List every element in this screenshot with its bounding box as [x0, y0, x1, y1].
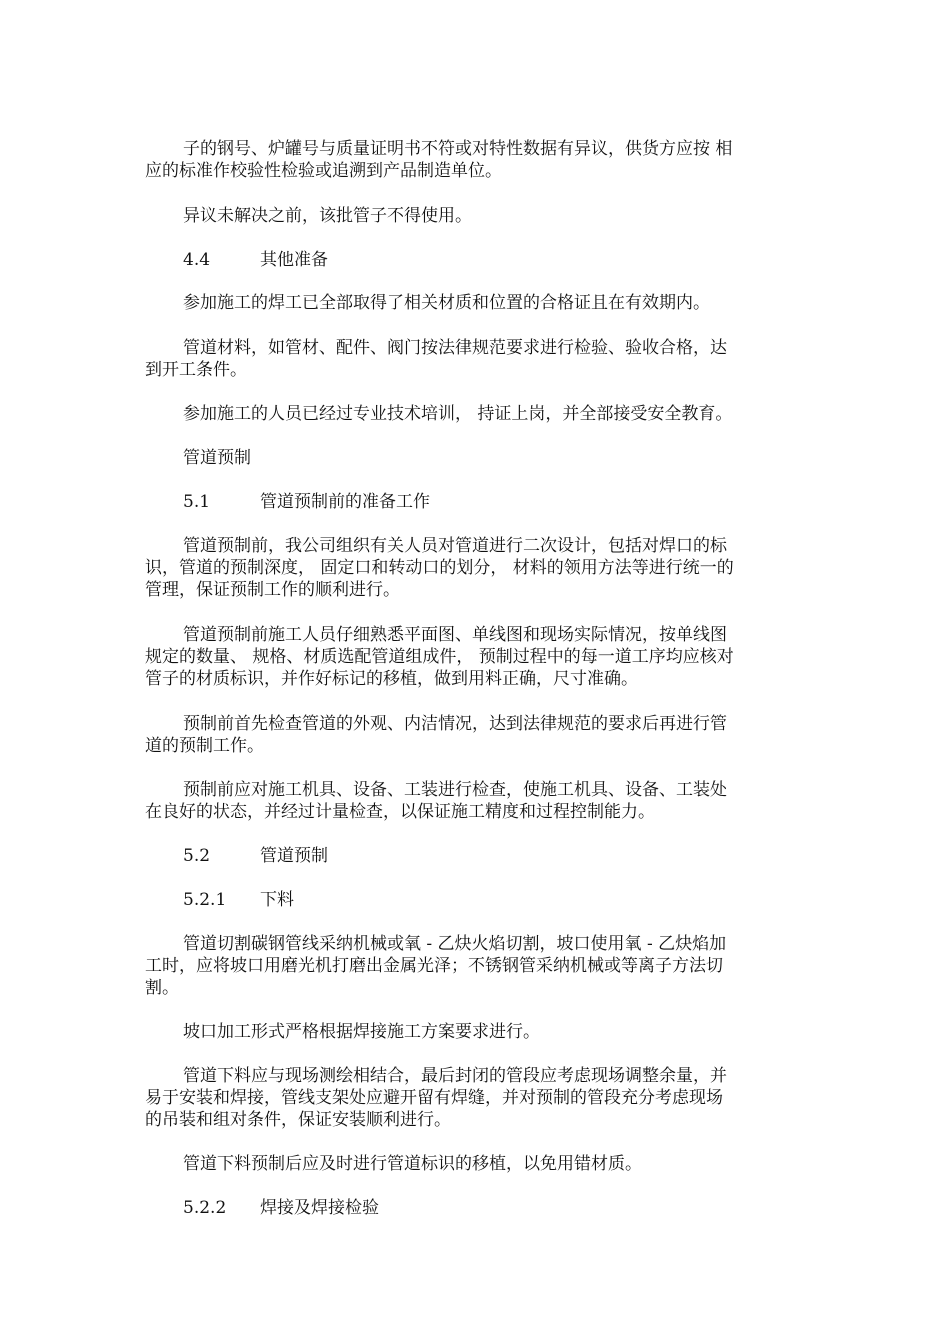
paragraph — [145, 292, 805, 314]
paragraph-line: 预制前应对施工机具、设备、工装进行检查，使施工机具、设备、工装处 — [183, 780, 727, 800]
section-number: 4.4 — [183, 250, 211, 270]
paragraph-line: 在良好的状态，并经过计量检查，以保证施工精度和过程控制能力。 — [145, 802, 655, 822]
paragraph — [145, 138, 805, 182]
paragraph-line: 道的预制工作。 — [145, 736, 264, 756]
section-title: 管道预制前的准备工作 — [260, 492, 430, 512]
paragraph — [145, 447, 805, 469]
paragraph-line: 管道预制前施工人员仔细熟悉平面图、单线图和现场实际情况，按单线图 — [183, 625, 727, 645]
paragraph — [145, 1021, 805, 1043]
section-number: 5.2 — [183, 846, 211, 866]
section-title: 管道预制 — [260, 846, 328, 866]
section-title: 下料 — [260, 890, 294, 910]
paragraph-line: 管道预制前，我公司组织有关人员对管道进行二次设计，包括对焊口的标 — [183, 536, 727, 556]
paragraph-line: 管理，保证预制工作的顺利进行。 — [145, 580, 400, 600]
paragraph — [145, 337, 805, 381]
paragraph — [145, 535, 805, 601]
section-heading — [183, 491, 783, 513]
paragraph-line: 管道下料应与现场测绘相结合，最后封闭的管段应考虑现场调整余量，并 — [183, 1066, 727, 1086]
section-heading — [183, 889, 783, 911]
paragraph-line: 管道下料预制后应及时进行管道标识的移植，以免用错材质。 — [183, 1154, 642, 1174]
section-number: 5.2.1 — [183, 890, 227, 910]
section-number: 5.1 — [183, 492, 211, 512]
section-heading — [183, 1197, 783, 1219]
paragraph-line: 坡口加工形式严格根据焊接施工方案要求进行。 — [183, 1022, 540, 1042]
paragraph — [145, 403, 805, 425]
section-title: 焊接及焊接检验 — [260, 1198, 379, 1218]
paragraph-line: 的吊装和组对条件，保证安装顺利进行。 — [145, 1110, 451, 1130]
paragraph-line: 管道材料，如管材、配件、阀门按法律规范要求进行检验、验收合格，达 — [183, 338, 727, 358]
paragraph-line: 割。 — [145, 978, 179, 998]
paragraph — [145, 1065, 805, 1131]
paragraph — [145, 779, 805, 823]
paragraph-line: 管道预制 — [183, 448, 251, 468]
paragraph-line: 识，管道的预制深度， 固定口和转动口的划分， 材料的领用方法等进行统一的 — [145, 558, 734, 578]
paragraph-line: 管子的材质标识，并作好标记的移植，做到用料正确，尺寸准确。 — [145, 669, 638, 689]
section-title: 其他准备 — [260, 250, 328, 270]
paragraph-line: 管道切割碳钢管线采纳机械或氧 - 乙炔火焰切割，坡口使用氧 - 乙炔焰加 — [183, 934, 727, 954]
section-number: 5.2.2 — [183, 1198, 227, 1218]
section-heading — [183, 845, 783, 867]
paragraph-line: 到开工条件。 — [145, 360, 247, 380]
paragraph — [145, 624, 805, 690]
paragraph — [145, 1153, 805, 1175]
paragraph-line: 参加施工的人员已经过专业技术培训， 持证上岗，并全部接受安全教育。 — [183, 404, 733, 424]
paragraph-line: 应的标准作校验性检验或追溯到产品制造单位。 — [145, 161, 502, 181]
section-heading — [183, 249, 783, 271]
paragraph-line: 工时，应将坡口用磨光机打磨出金属光泽；不锈钢管采纳机械或等离子方法切 — [145, 956, 723, 976]
paragraph-line: 异议未解决之前，该批管子不得使用。 — [183, 206, 472, 226]
paragraph — [145, 933, 805, 999]
paragraph — [145, 713, 805, 757]
paragraph-line: 子的钢号、炉罐号与质量证明书不符或对特性数据有异议，供货方应按 相 — [183, 139, 733, 159]
paragraph — [145, 205, 805, 227]
paragraph-line: 参加施工的焊工已全部取得了相关材质和位置的合格证且在有效期内。 — [183, 293, 710, 313]
paragraph-line: 易于安装和焊接，管线支架处应避开留有焊缝，并对预制的管段充分考虑现场 — [145, 1088, 723, 1108]
paragraph-line: 预制前首先检查管道的外观、内洁情况，达到法律规范的要求后再进行管 — [183, 714, 727, 734]
paragraph-line: 规定的数量、 规格、材质选配管道组成件， 预制过程中的每一道工序均应核对 — [145, 647, 734, 667]
